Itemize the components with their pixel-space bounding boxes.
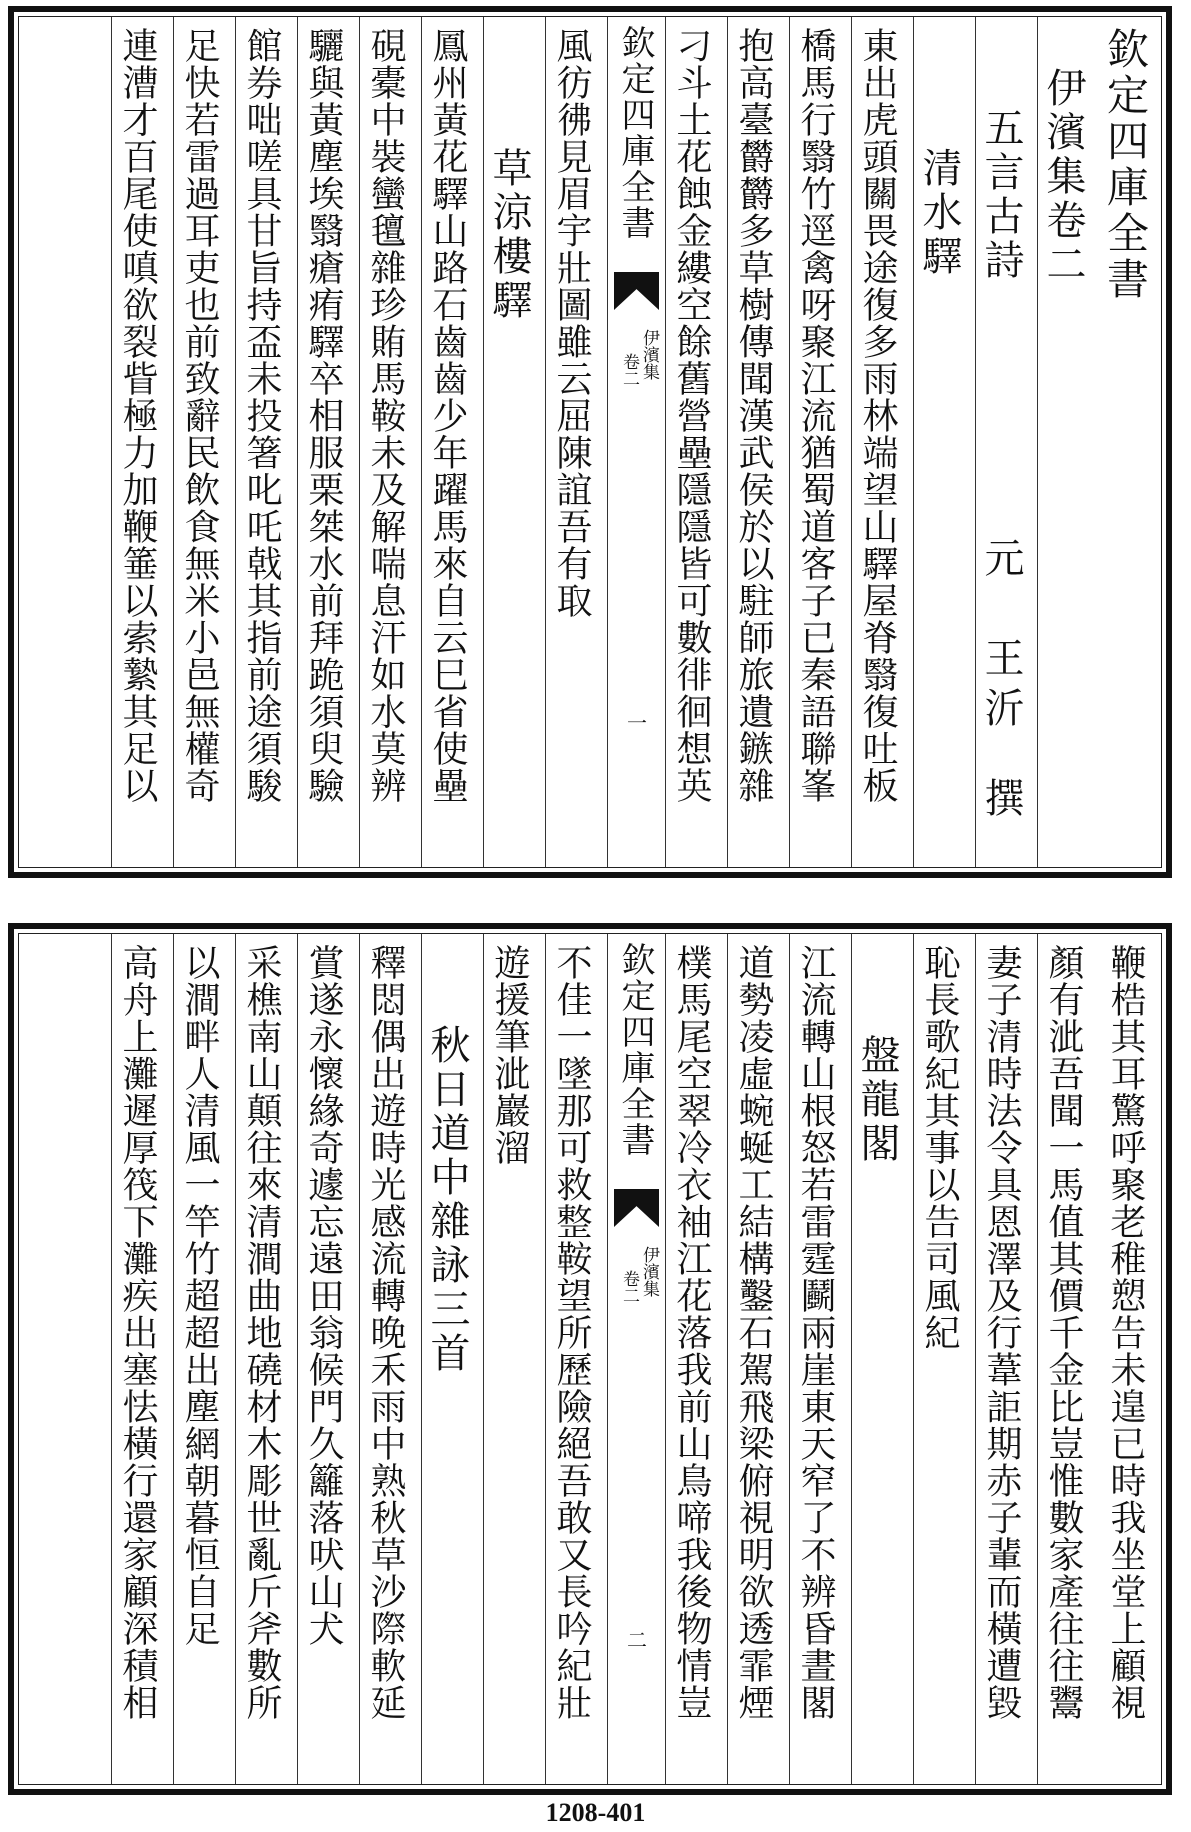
text-line: 抱高臺欝欝多草樹傳聞漢武侯於以駐師旅遺鏃雜	[733, 27, 774, 804]
text-line: 鳳州黃花驛山路石齒齒少年躍馬來自云巳省使壘	[427, 27, 468, 804]
banner-volume: 卷二	[619, 1270, 639, 1304]
author-dynasty: 元	[978, 537, 1024, 581]
fishtail-mark	[614, 272, 659, 310]
banner-title: 欽定四庫全書	[615, 942, 655, 1158]
poem-title-column	[421, 934, 483, 1784]
text-column	[789, 17, 851, 867]
banner-page-number: 一	[627, 711, 647, 735]
text-line: 遊援筆泚巖溜	[489, 944, 530, 1166]
text-line: 妻子清時法令具恩澤及行葦詎期赤子輩而橫遭毀	[981, 944, 1022, 1721]
text-line: 橋馬行翳竹逕禽呀聚江流猶蜀道客子已秦語聯峯	[795, 27, 836, 804]
text-line: 東出虎頭關畏途復多雨林端望山驛屋脊翳復吐板	[857, 27, 898, 804]
text-column	[913, 934, 975, 1784]
text-line: 以澗畔人清風一竿竹超超出塵網朝暮恒自足	[179, 944, 220, 1647]
text-line: 不佳一墜那可救整鞍望所歷險絕吾敢又長吟紀壯	[551, 944, 592, 1721]
footer-page-code: 1208-401	[545, 1798, 646, 1827]
text-line: 樸馬尾空翠冷衣袖江花落我前山鳥啼我後物情豈	[671, 944, 712, 1721]
poem-title-column	[913, 17, 975, 867]
text-column	[545, 934, 607, 1784]
banner-volume: 卷二	[619, 353, 639, 387]
text-line: 刁斗土花蝕金縷空餘舊營壘隱隱皆可數徘徊想英	[671, 27, 712, 804]
banner-page-number: 二	[627, 1628, 647, 1652]
poem-title: 清水驛	[916, 147, 962, 279]
header-column	[1099, 17, 1161, 867]
text-line: 賞遂永懷緣奇遽忘遠田翁候門久籬落吠山犬	[303, 944, 344, 1647]
text-column	[235, 934, 297, 1784]
text-column	[173, 17, 235, 867]
text-line: 館券咄嗟具甘旨持盃未投箸叱吒戟其指前途須駿	[241, 27, 282, 804]
text-column	[1037, 934, 1099, 1784]
section-author-column	[975, 17, 1037, 867]
text-column	[851, 17, 913, 867]
center-banner	[607, 17, 665, 867]
fishtail-mark	[614, 1189, 659, 1227]
text-column	[665, 934, 727, 1784]
banner-book: 伊濱集	[639, 1246, 659, 1297]
top-page	[8, 6, 1172, 878]
poem-title: 盤龍閣	[854, 1034, 900, 1166]
text-column	[545, 17, 607, 867]
poem-title: 草涼樓驛	[486, 147, 532, 323]
poem-title: 秋日道中雜詠三首	[424, 1024, 470, 1376]
text-line: 風彷彿見眉宇壯圖雖云屈陳誼吾有取	[551, 27, 592, 619]
text-line: 釋悶偶出遊時光感流轉晚禾雨中熟秋草沙際軟延	[365, 944, 406, 1721]
text-line: 江流轉山根怒若雷霆鬬兩崖東天窄了不辨昏晝閣	[795, 944, 836, 1721]
text-column	[173, 934, 235, 1784]
text-column	[727, 934, 789, 1784]
text-line: 連漕才百尾使嗔欲裂眥極力加鞭箠以索縶其足以	[117, 27, 158, 804]
text-column	[975, 934, 1037, 1784]
text-column	[421, 17, 483, 867]
banner-book: 伊濱集	[639, 329, 659, 380]
top-page-frame	[18, 16, 1162, 868]
bottom-page	[8, 923, 1172, 1795]
bottom-page-frame	[18, 933, 1162, 1785]
text-column	[789, 934, 851, 1784]
text-column	[483, 934, 545, 1784]
text-line: 高舟上灘遲厚筏下灘疾出塞怯橫行還家顧深積相	[117, 944, 158, 1721]
text-line: 道勢凌虛蜿蜒工結構鑿石駕飛梁俯視明欲透霏煙	[733, 944, 774, 1721]
text-line: 鞭梏其耳驚呼聚老稚愬告未遑已時我坐堂上顧視	[1105, 944, 1146, 1721]
text-column	[359, 934, 421, 1784]
section-title: 五言古詩	[978, 107, 1024, 283]
poem-title-column	[483, 17, 545, 867]
text-column	[1099, 934, 1161, 1784]
book-title: 伊濱集卷二	[1040, 67, 1086, 287]
text-line: 顏有泚吾聞一馬值其價千金比豈惟數家產往往鬻	[1043, 944, 1084, 1721]
text-line: 采樵南山顛往來清澗曲地磽材木彫世亂斤斧數所	[241, 944, 282, 1721]
text-line: 硯橐中裝蠻氊雜珍賄馬鞍未及解喘息汗如水莫辨	[365, 27, 406, 804]
center-banner	[607, 934, 665, 1784]
text-column	[111, 934, 173, 1784]
text-column	[297, 934, 359, 1784]
text-line: 驪與黃塵埃翳瘡痏驛卒相服栗桀水前拜跪須臾驗	[303, 27, 344, 804]
text-column	[297, 17, 359, 867]
author-role: 撰	[978, 777, 1024, 821]
book-title-column	[1037, 17, 1099, 867]
text-column	[235, 17, 297, 867]
text-column	[665, 17, 727, 867]
header-text: 欽定四庫全書	[1101, 27, 1150, 303]
text-column	[727, 17, 789, 867]
text-column	[111, 17, 173, 867]
text-column	[359, 17, 421, 867]
text-line: 足快若雷過耳吏也前致辭民飲食無米小邑無權奇	[179, 27, 220, 804]
banner-title: 欽定四庫全書	[615, 25, 655, 241]
poem-title-column	[851, 934, 913, 1784]
author-name: 王沂	[978, 637, 1024, 737]
text-line: 恥長歌紀其事以告司風紀	[919, 944, 960, 1351]
